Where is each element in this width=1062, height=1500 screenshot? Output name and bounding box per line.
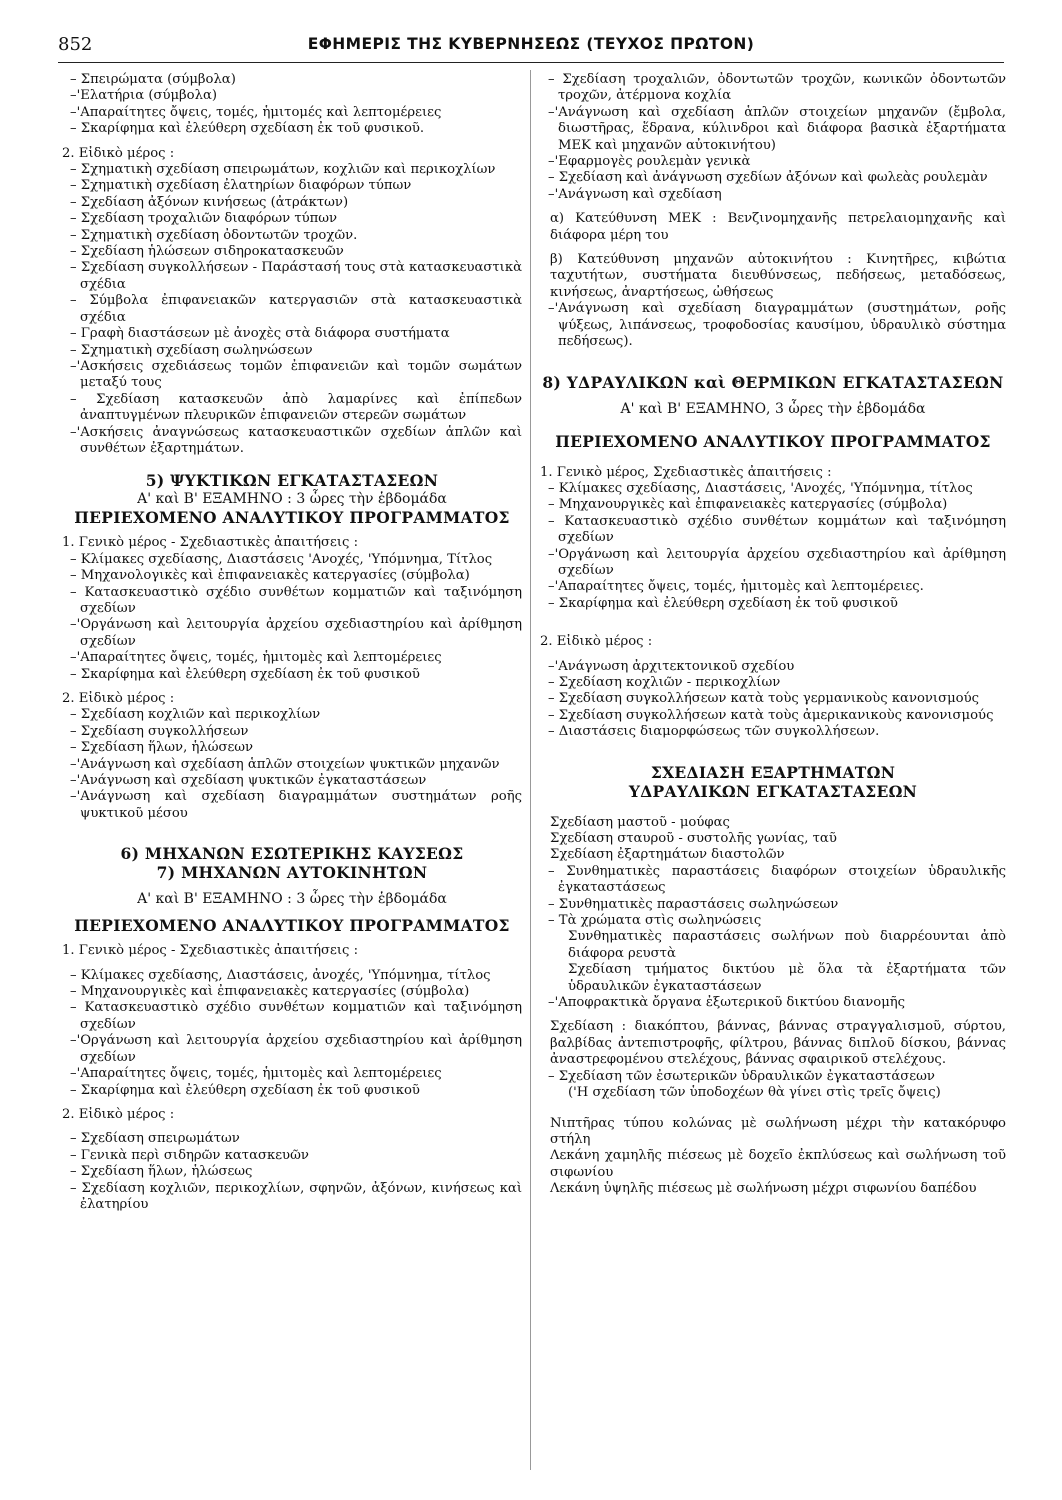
list-item: – Κατασκευαστικὸ σχέδιο συνθέτων κομματιῶν καὶ ταξινόμηση σχεδίων [70,584,522,616]
special-part-title: 2. Εἰδικὸ μέρος : [62,145,175,161]
direction-auto: β) Κατεύθυνση μηχανῶν αὐτοκινήτου : Κινητῆρες, κιβώτια ταχυτήτων, συστήματα διευθύνσεως, πεδήσεως, μεταδόσεως, κινήσεως, ἀναρτήσεως, ὠθήσεως [550,252,1006,300]
list-item: – Σχεδίαση τροχαλιῶν διαφόρων τύπων [70,211,338,227]
list-item: – Σχεδίαση καὶ ἀνάγνωση σχεδίων ἀξόνων καὶ φωλεὰς ρουλεμὰν [548,170,988,186]
page-number: 852 [58,34,93,55]
general-part-title: 1. Γενικὸ μέρος - Σχεδιαστικὲς ἀπαιτήσεις : [62,535,359,551]
list-item: – Κλίμακες σχεδίασης, Διαστάσεις, 'Ανοχές, 'Υπόμνημα, τίτλος [548,480,973,496]
closing-line: Νιπτῆρας τύπου κολώνας μὲ σωλήνωση μέχρι τὴν κατακόρυφο στήλη [550,1115,1006,1147]
gazette-title: ΕΦΗΜΕΡΙΣ ΤΗΣ ΚΥΒΕΡΝΗΣΕΩΣ (ΤΕΥΧΟΣ ΠΡΩΤΟΝ) [307,35,755,53]
special-part-title: 2. Εἰδικὸ μέρος : [62,1106,175,1122]
section-6-special-list [62,1131,522,1213]
list-item: – Σχεδίαση συγκολλήσεων - Παράστασή τους στὰ κατασκευαστικὰ σχέδια [70,260,522,292]
list-item: –'Ανάγνωση καὶ σχεδίαση διαγραμμάτων συστημάτων ροῆς ψυκτικοῦ μέσου [70,789,522,821]
list-item: –'Ανάγνωση ἀρχιτεκτονικοῦ σχεδίου [548,658,795,674]
list-item: – Σκαρίφημα καὶ ἐλεύθερη σχεδίαση ἐκ τοῦ φυσικοῦ [70,1082,420,1098]
list-item: – Κλίμακες σχεδίασης, Διαστάσεις 'Ανοχές, 'Υπόμνημα, Τίτλος [70,551,493,567]
list-item: – Σχεδίαση κοχλιῶν, περικοχλίων, σφηνῶν, ἀξόνων, κινήσεως καὶ ἐλατηρίου [70,1180,522,1212]
direction-mek: α) Κατεύθυνση ΜΕΚ : Βενζινομηχανῆς πετρελαιομηχανῆς καὶ διάφορα μέρη του [550,211,1006,243]
list-item: –'Οργάνωση καὶ λειτουργία ἀρχείου σχεδιαστηρίου καὶ ἀρίθμηση σχεδίων [70,1033,522,1065]
list-item: – Σχεδίαση συγκολλήσεων κατὰ τοὺς γερμανικοὺς κανονισμούς [548,691,980,707]
list-item: – Σπειρώματα (σύμβολα) [70,72,236,87]
parts-line: Σχεδίαση σταυροῦ - συστολῆς γωνίας, ταῦ [550,831,837,846]
parts-line: Σχεδίαση ἐξαρτημάτων διαστολῶν [550,847,785,863]
left-top-list [62,72,522,138]
list-item: – Σχεδίαση τροχαλιῶν, ὀδοντωτῶν τροχῶν, κωνικῶν ὀδοντωτῶν τροχῶν, ἀτέρμονα κοχλία [548,72,1006,104]
list-item: – Σχεδίαση τῶν ἐσωτερικῶν ὑδραυλικῶν ἐγκαταστάσεων [548,1068,935,1084]
section-8-hours: Α' καὶ Β' ΕΞΑΜΗΝΟ, 3 ὧρες τὴν ἑβδομάδα [620,400,926,417]
list-item: – Κατασκευαστικὸ σχέδιο συνθέτων κομμάτων καὶ ταξινόμηση σχεδίων [548,513,1006,546]
section-6-title: 6) ΜΗΧΑΝΩΝ ΕΣΩΤΕΡΙΚΗΣ ΚΑΥΣΕΩΣ [120,844,464,864]
internal-list [540,1069,1006,1085]
list-item: –'Εφαρμογὲς ρουλεμὰν γενικὰ [548,154,751,170]
list-item: –'Ανάγνωση καὶ σχεδίαση ἁπλῶν στοιχείων ψυκτικῶν μηχανῶν [70,756,500,772]
internal-note: ('Η σχεδίαση τῶν ὑποδοχέων θὰ γίνει στὶς τρεῖς ὄψεις) [568,1085,941,1101]
list-item: – Κατασκευαστικὸ σχέδιο συνθέτων κομματιῶν καὶ ταξινόμηση σχεδίων [70,1000,522,1032]
parts-sub-line: Σχεδίαση τμήματος δικτύου μὲ ὅλα τὰ ἐξαρτήματα τῶν ὑδραυλικῶν ἐγκαταστάσεων [568,962,1006,994]
section-8-title: 8) ΥΔΡΑΥΛΙΚΩΝ καὶ ΘΕΡΜΙΚΩΝ ΕΓΚΑΤΑΣΤΑΣΕΩΝ [542,372,1004,392]
list-item: –'Ασκήσεις σχεδιάσεως τομῶν ἐπιφανειῶν καὶ τομῶν σωμάτων μεταξύ τους [70,358,522,391]
list-item: – Σκαρίφημα καὶ ἐλεύθερη σχεδίαση ἐκ τοῦ φυσικοῦ [548,595,898,611]
list-item: – Τὰ χρώματα στὶς σωληνώσεις [548,913,762,929]
list-item: – Διαστάσεις διαμορφώσεως τῶν συγκολλήσεων. [548,724,880,740]
section-5-title: 5) ΨΥΚΤΙΚΩΝ ΕΓΚΑΤΑΣΤΑΣΕΩΝ [145,471,439,491]
list-item: –'Ανάγνωση καὶ σχεδίαση [548,186,722,202]
section-5-special-list [62,707,522,822]
list-item: –'Ανάγνωση καὶ σχεδίαση διαγραμμάτων (συστημάτων, ροῆς ψύξεως, λιπάνσεως, τροφοδοσίας καυσίμου, ὑδραυλικὸ σύστημα πεδήσεως). [548,301,1006,350]
list-item: – Συνθηματικὲς παραστάσεις σωληνώσεων [548,896,839,912]
section-8-special-list [540,659,1006,741]
left-column [62,72,522,1213]
section-8-content-title: ΠΕΡΙΕΧΟΜΕΝΟ ΑΝΑΛΥΤΙΚΟΥ ΠΡΟΓΡΑΜΜΑΤΟΣ [555,431,991,451]
section-7-title: 7) ΜΗΧΑΝΩΝ ΑΥΤΟΚΙΝΗΤΩΝ [156,863,428,883]
section-6-content-title: ΠΕΡΙΕΧΟΜΕΝΟ ΑΝΑΛΥΤΙΚΟΥ ΠΡΟΓΡΑΜΜΑΤΟΣ [74,916,510,936]
list-item: –'Ανάγνωση καὶ σχεδίαση ἁπλῶν στοιχείων μηχανῶν (ἔμβολα, διωστῆρας, ἕδρανα, κύλινδροι καὶ διάφορα βασικὰ ἐξαρτήματα ΜΕΚ καὶ μηχανῶν αὐτοκινήτου) [548,104,1006,153]
parts-list [540,864,1006,930]
right-column [540,72,1006,1198]
list-item: – Σχεδίαση ἥλων, ἡλώσεως [70,1164,253,1180]
list-item: – Συνθηματικὲς παραστάσεις διαφόρων στοιχείων ὑδραυλικῆς ἐγκαταστάσεως [548,863,1006,896]
closing-line: Λεκάνη χαμηλῆς πιέσεως μὲ δοχεῖο ἐκπλύσεως καὶ σωλήνωση τοῦ σιφωνίου [550,1148,1006,1180]
section-5-hours: Α' καὶ Β' ΕΞΑΜΗΝΟ : 3 ὧρες τὴν ἑβδομάδα [137,491,447,508]
list-item: – Σχεδίαση κοχλιῶν καὶ περικοχλίων [70,707,321,723]
general-part-title: 1. Γενικὸ μέρος - Σχεδιαστικὲς ἀπαιτήσεις : [62,943,359,959]
list-item: – Γραφὴ διαστάσεων μὲ ἀνοχὲς στὰ διάφορα συστήματα [70,326,450,342]
column-divider [530,70,531,1470]
list-item: –'Απαραίτητες ὄψεις, τομές, ἡμιτομὲς καὶ λεπτομέρειες. [548,579,924,595]
section-6-general-list [62,968,522,1099]
list-item: – Σχηματικὴ σχεδίαση σπειρωμάτων, κοχλιῶν καὶ περικοχλίων [70,162,496,178]
list-item: – Σύμβολα ἐπιφανειακῶν κατεργασιῶν στὰ κατασκευαστικὰ σχέδια [70,293,522,325]
section-5-content-title: ΠΕΡΙΕΧΟΜΕΝΟ ΑΝΑΛΥΤΙΚΟΥ ΠΡΟΓΡΑΜΜΑΤΟΣ [74,508,510,528]
diagram-list [540,301,1006,350]
list-item: – Μηχανουργικὲς καὶ ἐπιφανειακὲς κατεργασίες (σύμβολα) [548,497,948,513]
left-special-list [62,162,522,457]
list-item: – Σχεδίαση κατασκευῶν ἀπὸ λαμαρίνες καὶ ἐπίπεδων ἀναπτυγμένων πλευρικῶν ἐπιφανειῶν στερεῶν σωμάτων [70,391,522,424]
general-part-title: 1. Γενικὸ μέρος, Σχεδιαστικὲς ἀπαιτήσεις : [540,464,832,480]
parts-title-b: ΥΔΡΑΥΛΙΚΩΝ ΕΓΚΑΤΑΣΤΑΣΕΩΝ [628,781,918,801]
list-item: – Σκαρίφημα καὶ ἐλεύθερη σχεδίαση ἐκ τοῦ φυσικοῦ [70,666,420,682]
parts-title-a: ΣΧΕΔΙΑΣΗ ΕΞΑΡΤΗΜΑΤΩΝ [650,762,896,782]
list-item: – Σχεδίαση συγκολλήσεων [70,723,249,739]
list-item: – Σχηματικὴ σχεδίαση ὀδοντωτῶν τροχῶν. [70,227,358,243]
list-item: – Σχεδίαση ἡλώσεων σιδηροκατασκευῶν [70,244,344,260]
parts-list-last [540,995,1006,1011]
list-item: –'Ελατήρια (σύμβολα) [70,88,218,104]
design-paragraph: Σχεδίαση : διακόπτου, βάννας, βάννας στραγγαλισμοῦ, σύρτου, βαλβίδας ἀντεπιστροφῆς, φίλτρου, βάννας διπλοῦ δίσκου, βάννας ἀναστρεφομένου στελέχους, βάννας σφαιρικοῦ στελέχους. [550,1019,1006,1068]
section-8-general-list [540,481,1006,612]
list-item: – Σχεδίαση σπειρωμάτων [70,1131,240,1147]
closing-line: Λεκάνη ὑψηλῆς πιέσεως μὲ σωλήνωση μέχρι σιφωνίου δαπέδου [550,1181,977,1197]
list-item: –'Οργάνωση καὶ λειτουργία ἀρχείου σχεδιαστηρίου καὶ ἀρίθμηση σχεδίων [548,546,1006,578]
section-5-general-list [62,552,522,683]
section-6-hours: Α' καὶ Β' ΕΞΑΜΗΝΟ : 3 ὧρες τὴν ἑβδομάδα [137,891,447,908]
right-top-list [540,72,1006,203]
list-item: – Σκαρίφημα καὶ ἐλεύθερη σχεδίαση ἐκ τοῦ φυσικοῦ. [70,121,425,137]
list-item: – Κλίμακες σχεδίασης, Διαστάσεις, ἀνοχές, 'Υπόμνημα, τίτλος [70,967,491,983]
list-item: –'Απαραίτητες ὄψεις, τομές, ἡμιτομές καὶ λεπτομέρειες [70,104,442,120]
list-item: – Σχεδίαση κοχλιῶν - περικοχλίων [548,674,781,690]
list-item: – Σχεδίαση συγκολλήσεων κατὰ τοὺς ἀμερικανικοὺς κανονισμούς [548,707,994,723]
list-item: –'Ασκήσεις ἀναγνώσεως κατασκευαστικῶν σχεδίων ἁπλῶν καὶ συνθέτων ἐξαρτημάτων. [70,424,522,456]
list-item: – Σχεδίαση ἥλων, ἡλώσεων [70,740,254,756]
list-item: – Μηχανολογικὲς καὶ ἐπιφανειακὲς κατεργασίες (σύμβολα) [70,568,470,584]
list-item: – Σχηματικὴ σχεδίαση ἐλατηρίων διαφόρων τύπων [70,178,412,194]
special-part-title: 2. Εἰδικὸ μέρος : [62,691,175,706]
list-item: – Γενικὰ περὶ σιδηρῶν κατασκευῶν [70,1147,309,1163]
list-item: – Σχεδίαση ἀξόνων κινήσεως (ἀτράκτων) [70,194,349,210]
special-part-title: 2. Εἰδικὸ μέρος : [540,634,653,650]
page-header [58,34,1004,63]
list-item: – Μηχανουργικὲς καὶ ἐπιφανειακὲς κατεργασίες (σύμβολα) [70,984,470,1000]
list-item: –'Απαραίτητες ὄψεις, τομές, ἡμιτομὲς καὶ λεπτομέρειες [70,1066,442,1082]
list-item: –'Ανάγνωση καὶ σχεδίαση ψυκτικῶν ἐγκαταστάσεων [70,773,427,789]
list-item: –'Αποφρακτικὰ ὄργανα ἐξωτερικοῦ δικτύου διανομῆς [548,995,906,1011]
list-item: –'Απαραίτητες ὄψεις, τομές, ἡμιτομὲς καὶ λεπτομέρειες [70,650,442,666]
parts-sub-line: Συνθηματικὲς παραστάσεις σωλήνων ποὺ διαρρέουνται ἀπὸ διάφορα ρευστὰ [568,929,1006,961]
parts-line: Σχεδίαση μαστοῦ - μούφας [550,814,730,830]
list-item: –'Οργάνωση καὶ λειτουργία ἀρχείου σχεδιαστηρίου καὶ ἀρίθμηση σχεδίων [70,617,522,649]
list-item: – Σχηματικὴ σχεδίαση σωληνώσεων [70,342,313,358]
